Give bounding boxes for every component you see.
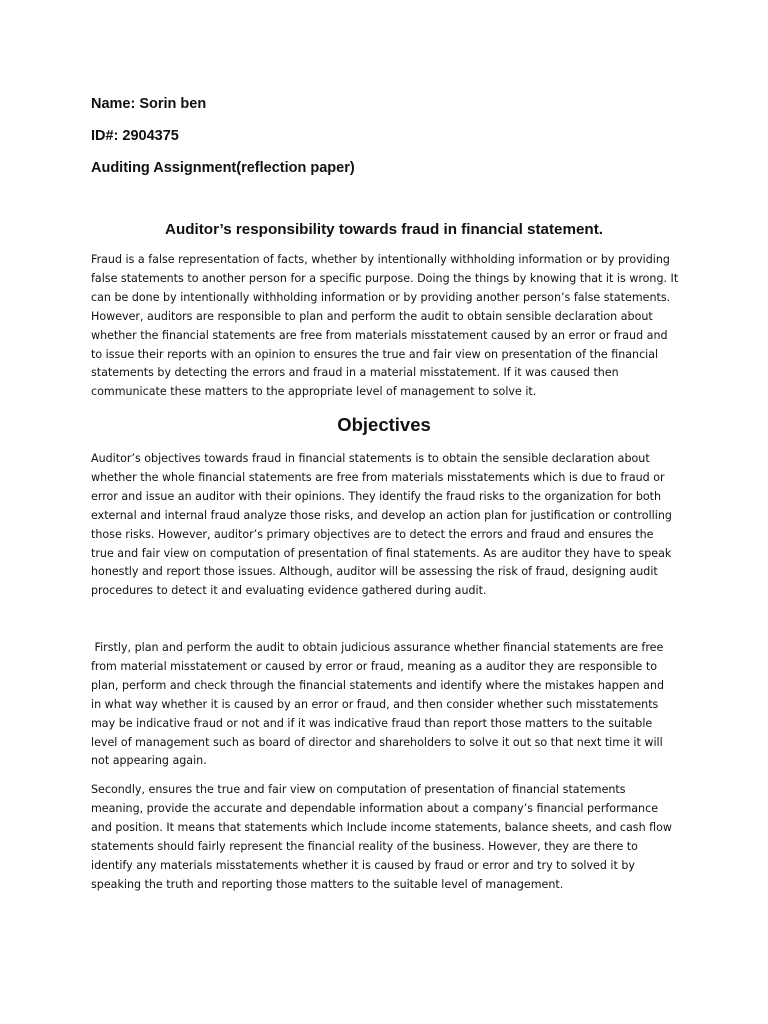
paragraph-line: whether the whole financial statements are free from materials misstatements which is due to fraud or [91, 470, 665, 484]
intro-paragraph [91, 251, 691, 402]
assignment-title: Auditing Assignment(reflection paper) [91, 160, 355, 176]
paragraph-line: in what way whether it is caused by an error or fraud, and then consider whether such misstatements [91, 697, 659, 711]
paragraph-line: and position. It means that statements which Include income statements, balance sheets, and cash flow [91, 820, 672, 834]
paragraph-line: external and internal fraud analyze those risks, and develop an action plan for justification or controlling [91, 508, 672, 522]
paragraph-line: However, auditors are responsible to plan and perform the audit to obtain sensible declaration about [91, 309, 653, 323]
paragraph-line: Firstly, plan and perform the audit to obtain judicious assurance whether financial statements are free [91, 641, 664, 654]
paragraph-line: plan, perform and check through the financial statements and identify where the mistakes happen and [91, 678, 665, 692]
student-name: Name: Sorin ben [91, 96, 207, 112]
paragraph-line: Secondly, ensures the true and fair view on computation of presentation of financial statements [91, 783, 626, 796]
paragraph-line: communicate these matters to the appropriate level of management to solve it. [91, 385, 537, 399]
objectives-paragraph [91, 450, 691, 601]
student-id: ID#: 2904375 [91, 128, 179, 144]
paragraph-line: those risks. However, auditor’s primary objectives are to detect the errors and fraud and ensures the [91, 527, 654, 541]
objectives-heading: Objectives [337, 414, 431, 435]
secondly-paragraph [91, 781, 691, 894]
paragraph-line: can be done by intentionally withholding information or by providing another person’s false statements. [91, 290, 671, 304]
paragraph-line: procedures to detect it and evaluating evidence gathered during audit. [91, 584, 487, 598]
paragraph-line: statements by detecting the errors and fraud in a material misstatement. If it was caused then [91, 366, 619, 380]
paragraph-line: level of management such as board of director and shareholders to solve it out so that next time it will [91, 735, 663, 749]
paragraph-line: Auditor’s objectives towards fraud in financial statements is to obtain the sensible declaration about [91, 452, 650, 465]
paragraph-line: speaking the truth and reporting those matters to the suitable level of management. [91, 877, 564, 891]
paragraph-line: may be indicative fraud or not and if it was indicative fraud than report those matters to the suitable [91, 716, 653, 730]
paragraph-line: statements should fairly represent the financial reality of the business. However, they are there to [91, 839, 638, 853]
paragraph-line: Fraud is a false representation of facts, whether by intentionally withholding information or by providing [91, 253, 670, 266]
paragraph-line: error and issue an auditor with their opinions. They identify the fraud risks to the organization for both [91, 489, 662, 503]
paragraph-line: to issue their reports with an opinion to ensures the true and fair view on presentation of the financial [91, 347, 659, 361]
paragraph-line: not appearing again. [91, 754, 207, 768]
paragraph-line: whether the financial statements are free from materials misstatement caused by an error or fraud and [91, 328, 668, 342]
paragraph-line: identify any materials misstatements whether it is caused by fraud or error and try to solved it by [91, 858, 635, 872]
paragraph-line: false statements to another person for a specific purpose. Doing the things by knowing that it is wrong. It [91, 271, 679, 285]
document-title: Auditor’s responsibility towards fraud in financial statement. [165, 221, 603, 238]
firstly-paragraph [91, 639, 691, 771]
paragraph-line: honestly and report those issues. Although, auditor will be assessing the risk of fraud, designing audit [91, 565, 658, 579]
paragraph-line: from material misstatement or caused by error or fraud, meaning as a auditor they are responsible to [91, 659, 658, 673]
paragraph-line: true and fair view on computation of presentation of final statements. As are auditor they have to speak [91, 546, 672, 560]
paragraph-line: meaning, provide the accurate and dependable information about a company’s financial performance [91, 801, 659, 815]
